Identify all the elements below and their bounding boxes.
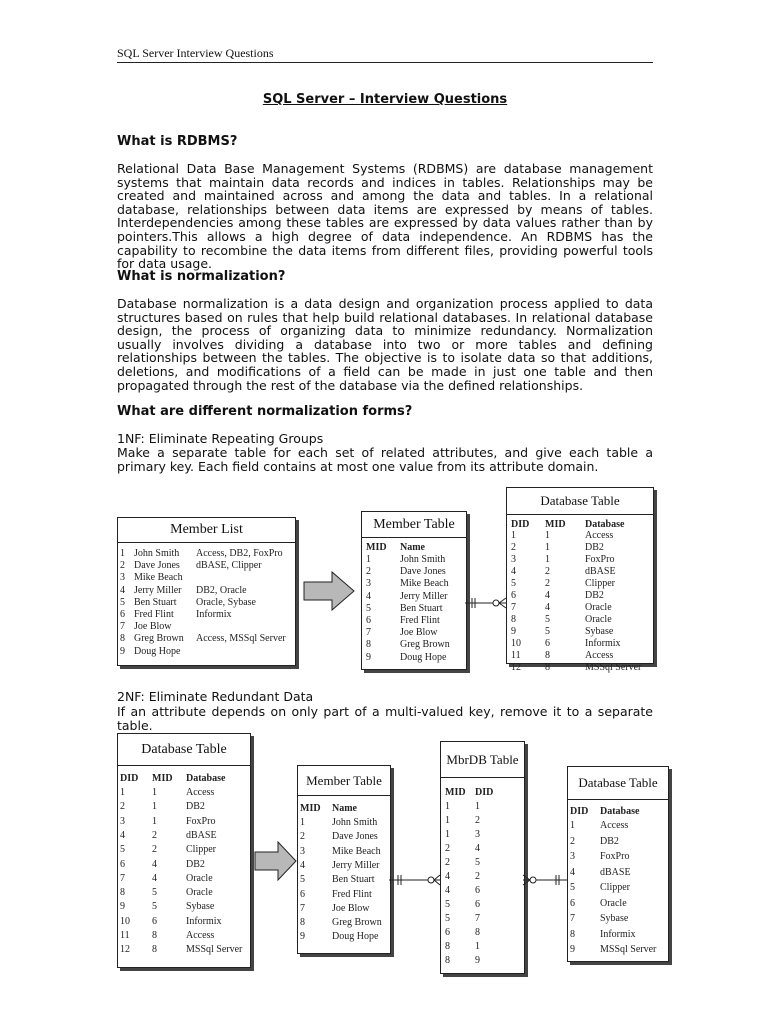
table-cell: 2 xyxy=(545,566,550,577)
column-header: DID xyxy=(570,806,589,817)
table-cell: 9 xyxy=(366,651,371,663)
column-header: Name xyxy=(332,803,357,814)
table-cell: FoxPro xyxy=(585,554,615,565)
optional-marker-icon xyxy=(530,877,536,883)
table-cell: 2 xyxy=(545,578,550,589)
table-cell: 1 xyxy=(120,548,125,559)
table-cell: John Smith xyxy=(332,817,378,828)
table-cell: 5 xyxy=(445,913,450,924)
table-cell: Fred Flint xyxy=(332,888,372,900)
mbrdb-table-title: MbrDB Table xyxy=(441,742,524,778)
table-cell: Sybase xyxy=(186,901,215,913)
table-cell: 6 xyxy=(475,885,480,896)
table-cell: Informix xyxy=(196,609,232,620)
table-cell: 8 xyxy=(511,614,516,625)
table-cell: Doug Hope xyxy=(134,645,181,657)
table-cell: Ben Stuart xyxy=(134,596,177,608)
table-cell: Informix xyxy=(585,638,621,649)
table-cell: 4 xyxy=(445,885,450,896)
table-cell: 3 xyxy=(120,572,125,584)
column-header: DID xyxy=(511,519,530,530)
table-cell: Dave Jones xyxy=(400,566,446,578)
table-cell: FoxPro xyxy=(600,851,630,862)
table-cell: 5 xyxy=(152,887,157,899)
table-cell: 1 xyxy=(300,817,305,828)
table-cell: 2 xyxy=(475,871,480,882)
table-cell: 3 xyxy=(120,815,125,827)
section-heading-rdbms: What is RDBMS? xyxy=(117,134,238,149)
form-title-2nf: 2NF: Eliminate Redundant Data xyxy=(117,689,314,704)
table-cell: Jerry Miller xyxy=(332,859,380,871)
table-cell: 1 xyxy=(545,530,550,541)
table-cell: 8 xyxy=(545,662,550,673)
table-cell: Dave Jones xyxy=(332,831,378,843)
table-cell: 1 xyxy=(152,815,157,827)
table-cell: 4 xyxy=(545,602,550,613)
member-table-1nf-title: Member Table xyxy=(362,512,466,538)
table-cell: 1 xyxy=(545,554,550,565)
table-cell: 8 xyxy=(120,887,125,899)
table-cell: 3 xyxy=(511,554,516,565)
table-cell: 5 xyxy=(511,578,516,589)
column-header: MID xyxy=(300,803,321,814)
table-cell: Oracle xyxy=(186,887,213,899)
form-title-1nf: 1NF: Eliminate Repeating Groups xyxy=(117,431,324,446)
table-cell: 1 xyxy=(445,801,450,812)
table-cell: Clipper xyxy=(585,578,615,589)
table-cell: 1 xyxy=(545,542,550,553)
table-cell: 9 xyxy=(570,944,575,955)
table-cell: Mike Beach xyxy=(134,572,183,584)
table-cell: 4 xyxy=(120,584,125,596)
table-cell: 6 xyxy=(570,897,575,909)
table-cell: 1 xyxy=(475,941,480,952)
table-cell: Access xyxy=(600,820,629,831)
table-cell: Ben Stuart xyxy=(400,602,443,614)
table-cell: DB2 xyxy=(600,835,619,847)
table-cell: 7 xyxy=(120,621,125,633)
table-cell: 8 xyxy=(152,944,157,956)
table-cell: 7 xyxy=(300,902,305,914)
table-cell: Doug Hope xyxy=(332,931,379,943)
table-cell: 8 xyxy=(545,650,550,661)
table-cell: 10 xyxy=(120,915,130,927)
table-cell: 1 xyxy=(445,829,450,840)
table-cell: Fred Flint xyxy=(134,609,174,620)
table-cell: 5 xyxy=(570,882,575,893)
table-cell: 5 xyxy=(366,602,371,614)
table-cell: 2 xyxy=(511,542,516,553)
table-cell: 5 xyxy=(300,874,305,886)
column-header: DID xyxy=(475,787,494,798)
column-header: Database xyxy=(600,806,640,817)
table-cell: 7 xyxy=(511,602,516,613)
table-cell: MSSql Server xyxy=(585,662,642,673)
section-heading-normalization: What is normalization? xyxy=(117,269,286,284)
table-cell: DB2 xyxy=(585,590,604,601)
table-cell: 4 xyxy=(511,566,516,577)
running-header: SQL Server Interview Questions xyxy=(117,46,274,60)
table-cell: 9 xyxy=(475,955,480,966)
table-cell: Oracle, Sybase xyxy=(196,596,256,608)
table-cell: Oracle xyxy=(186,872,213,884)
table-cell: 12 xyxy=(511,662,521,673)
table-cell: Mike Beach xyxy=(332,845,381,857)
table-cell: 2 xyxy=(152,829,157,841)
table-cell: 2 xyxy=(445,857,450,868)
table-cell: 8 xyxy=(445,955,450,966)
table-cell: dBASE, Clipper xyxy=(196,560,262,572)
table-cell: Joe Blow xyxy=(400,627,438,639)
table-cell: 1 xyxy=(445,815,450,826)
table-cell: Greg Brown xyxy=(332,917,382,929)
table-cell: 1 xyxy=(475,801,480,812)
table-cell: Greg Brown xyxy=(134,633,184,645)
table-cell: 6 xyxy=(152,915,157,927)
table-cell: 6 xyxy=(366,615,371,626)
table-cell: 6 xyxy=(475,899,480,910)
table-cell: Access xyxy=(585,650,614,661)
column-header: Name xyxy=(400,542,425,553)
table-cell: 1 xyxy=(570,820,575,831)
table-cell: Mike Beach xyxy=(400,578,449,590)
table-cell: 4 xyxy=(445,871,450,882)
table-cell: Oracle xyxy=(585,602,612,613)
table-cell: 4 xyxy=(570,866,575,878)
table-cell: 5 xyxy=(545,614,550,625)
table-cell: 6 xyxy=(511,590,516,601)
table-cell: 5 xyxy=(120,596,125,608)
paragraph-rdbms: Relational Data Base Management Systems (RDBMS) are database management systems that maintain data records and indices in tables. Relationships may be created and maintained across and among the data and tables. In a relational database, relationships between data items are expressed by means of tables. Interdependencies among these tables are expressed by data values rather than by pointers.This allows a high degree of data independence. An RDBMS has the capability to recombine the data items from different files, providing powerful tools for data usage. xyxy=(117,161,653,272)
table-cell: DB2 xyxy=(186,858,205,870)
table-cell: 9 xyxy=(511,626,516,637)
table-cell: MSSql Server xyxy=(186,944,243,956)
table-cell: Access xyxy=(186,787,215,798)
table-cell: Oracle xyxy=(585,614,612,625)
column-header: DID xyxy=(120,773,139,784)
column-header: Database xyxy=(186,773,226,784)
table-cell: 11 xyxy=(511,650,521,661)
table-cell: 6 xyxy=(120,609,125,620)
table-cell: Doug Hope xyxy=(400,651,447,663)
database-table-1nf-title: Database Table xyxy=(507,488,653,515)
table-cell: 1 xyxy=(152,787,157,798)
table-cell: DB2 xyxy=(186,801,205,813)
table-cell: 12 xyxy=(120,944,130,956)
table-cell: Ben Stuart xyxy=(332,874,375,886)
table-cell: Dave Jones xyxy=(134,560,180,572)
table-cell: 5 xyxy=(120,844,125,856)
table-cell: DB2, Oracle xyxy=(196,584,247,596)
table-cell: 6 xyxy=(120,858,125,870)
table-cell: 7 xyxy=(366,627,371,639)
table-cell: 11 xyxy=(120,930,130,941)
table-cell: FoxPro xyxy=(186,815,216,827)
table-cell: Informix xyxy=(186,915,222,927)
table-cell: Greg Brown xyxy=(400,639,450,651)
table-cell: Jerry Miller xyxy=(400,590,448,602)
table-cell: 6 xyxy=(545,638,550,649)
table-cell: 3 xyxy=(475,829,480,840)
table-cell: 1 xyxy=(152,801,157,813)
table-cell: 7 xyxy=(120,872,125,884)
table-cell: 2 xyxy=(475,815,480,826)
table-cell: John Smith xyxy=(400,554,446,565)
table-cell: 8 xyxy=(152,930,157,941)
database-table-2nf-original-title: Database Table xyxy=(118,734,250,766)
table-cell: 3 xyxy=(366,578,371,590)
table-cell: 4 xyxy=(152,872,157,884)
table-cell: John Smith xyxy=(134,548,180,559)
table-cell: 1 xyxy=(511,530,516,541)
table-cell: 1 xyxy=(120,787,125,798)
column-header: Database xyxy=(585,519,625,530)
member-list-title: Member List xyxy=(118,518,295,543)
table-cell: dBASE xyxy=(600,866,631,878)
table-cell: Sybase xyxy=(585,626,614,637)
table-cell: 4 xyxy=(545,590,550,601)
table-cell: Sybase xyxy=(600,913,629,924)
table-cell: 7 xyxy=(570,913,575,924)
table-cell: 9 xyxy=(300,931,305,943)
table-cell: 8 xyxy=(475,927,480,938)
table-cell: Access xyxy=(585,530,614,541)
table-cell: 8 xyxy=(570,928,575,940)
table-cell: Access, MSSql Server xyxy=(196,633,286,645)
table-cell: Fred Flint xyxy=(400,615,440,626)
table-cell: dBASE xyxy=(585,566,616,577)
member-table-2nf-title: Member Table xyxy=(298,766,390,796)
table-cell: 2 xyxy=(120,801,125,813)
table-cell: 8 xyxy=(366,639,371,651)
table-cell: Joe Blow xyxy=(332,902,370,914)
table-cell: 2 xyxy=(300,831,305,843)
table-cell: Access, DB2, FoxPro xyxy=(196,548,283,559)
table-cell: 9 xyxy=(120,901,125,913)
table-cell: 8 xyxy=(445,941,450,952)
table-cell: 5 xyxy=(545,626,550,637)
table-cell: dBASE xyxy=(186,829,217,841)
table-cell: 5 xyxy=(445,899,450,910)
transform-arrow-icon xyxy=(255,842,296,880)
optional-marker-icon xyxy=(428,877,434,883)
table-cell: 8 xyxy=(300,917,305,929)
table-cell: 8 xyxy=(120,633,125,645)
table-cell: 4 xyxy=(120,829,125,841)
column-header: MID xyxy=(445,787,466,798)
table-cell: 9 xyxy=(120,645,125,657)
table-cell: 6 xyxy=(445,927,450,938)
column-header: MID xyxy=(366,542,387,553)
column-header: MID xyxy=(545,519,566,530)
table-cell: 4 xyxy=(300,859,305,871)
table-cell: MSSql Server xyxy=(600,944,657,955)
table-cell: Access xyxy=(186,930,215,941)
table-cell: Clipper xyxy=(186,844,216,856)
table-cell: Jerry Miller xyxy=(134,584,182,596)
table-cell: 1 xyxy=(366,554,371,565)
table-cell: 3 xyxy=(300,845,305,857)
table-cell: 4 xyxy=(366,590,371,602)
table-cell: 3 xyxy=(570,851,575,862)
table-cell: Clipper xyxy=(600,882,630,893)
table-cell: Joe Blow xyxy=(134,621,172,633)
table-cell: 2 xyxy=(152,844,157,856)
table-cell: 5 xyxy=(152,901,157,913)
table-cell: 10 xyxy=(511,638,521,649)
table-cell: 4 xyxy=(475,843,480,854)
table-cell: 6 xyxy=(300,888,305,900)
database-table-2nf-new-title: Database Table xyxy=(568,767,668,800)
form-text-2nf: If an attribute depends on only part of a multi-valued key, remove it to a separate table. xyxy=(117,704,653,733)
page-title: SQL Server – Interview Questions xyxy=(262,92,508,107)
table-cell: 4 xyxy=(152,858,157,870)
column-header: MID xyxy=(152,773,173,784)
table-cell: 2 xyxy=(120,560,125,572)
paragraph-normalization: Database normalization is a data design and organization process applied to data structures based on rules that help build relational databases. In relational database design, the process of organizing data to minimize redundancy. Normalization usually involves dividing a database into two or more tables and defining relationships between the tables. The objective is to isolate data so that additions, deletions, and modifications of a field can be made in just one table and then propagated through the rest of the database via the defined relationships. xyxy=(117,296,653,393)
table-cell: 2 xyxy=(366,566,371,578)
table-cell: 2 xyxy=(570,835,575,847)
table-cell: 2 xyxy=(445,843,450,854)
form-text-1nf: Make a separate table for each set of related attributes, and give each table a primary key. Each field contains at most one value from its attribute domain. xyxy=(117,445,653,474)
table-cell: 5 xyxy=(475,857,480,868)
section-heading-normalization-forms: What are different normalization forms? xyxy=(117,404,413,419)
table-cell: 7 xyxy=(475,913,480,924)
table-cell: Informix xyxy=(600,928,636,940)
table-cell: Oracle xyxy=(600,897,627,909)
table-cell: DB2 xyxy=(585,542,604,553)
